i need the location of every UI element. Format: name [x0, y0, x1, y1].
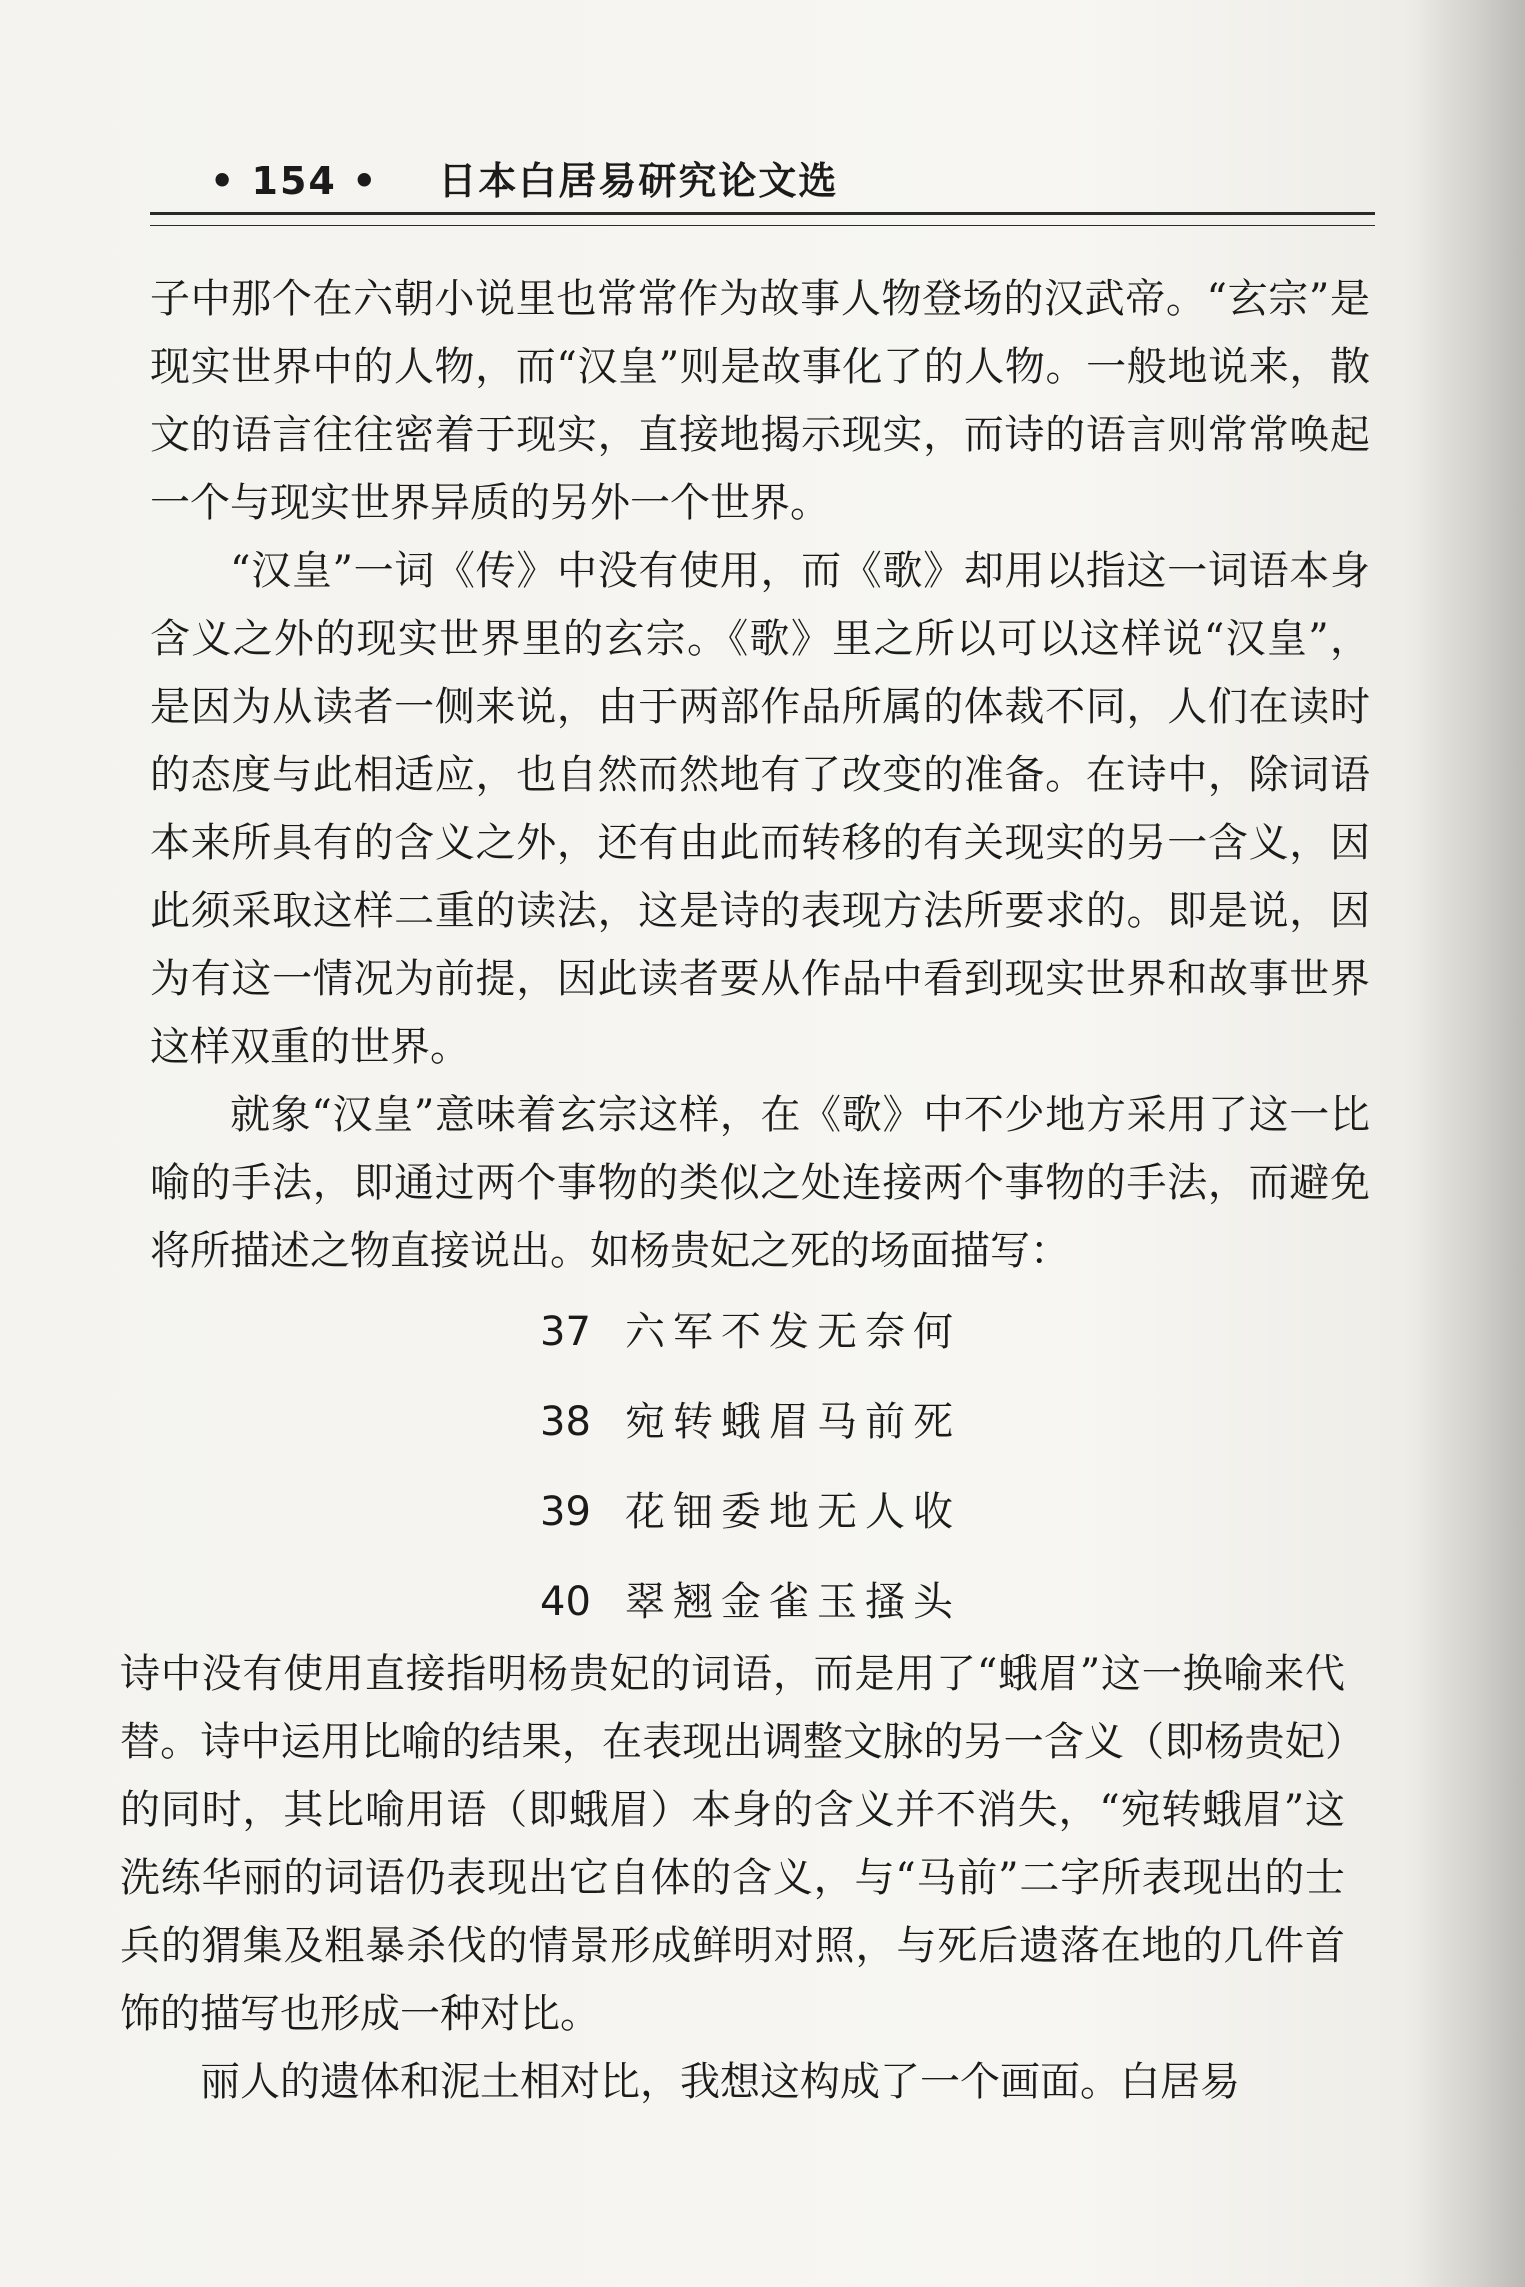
paragraph: “汉皇”一词《传》中没有使用，而《歌》却用以指这一词语本身含义之外的现实世界里的玄宗。《歌》里之所以可以这样说“汉皇”，是因为从读者一侧来说，由于两部作品所属的体裁不同，人们在读时的态度与此相适应，也自然而然地有了改变的准备。在诗中，除词语本来所具有的含义之外，还有由此而转移的有关现实的另一含义，因此须采取这样二重的读法，这是诗的表现方法所要求的。即是说，因为有这一情况为前提，因此读者要从作品中看到现实世界和故事世界这样双重的世界。 — [150, 548, 1370, 1070]
verse-text: 六军不发无奈何 — [625, 1309, 961, 1355]
verse-number: 40 — [540, 1579, 591, 1625]
verse-line — [540, 1300, 961, 1390]
verse-block — [540, 1300, 961, 1660]
verse-line — [540, 1390, 961, 1480]
paragraph-continued: 子中那个在六朝小说里也常常作为故事人物登场的汉武帝。“玄宗”是现实世界中的人物，而“汉皇”则是故事化了的人物。一般地说来，散文的语言往往密着于现实，直接地揭示现实，而诗的语言则常常唤起一个与现实世界异质的另外一个世界。 — [150, 276, 1370, 526]
header-rule — [150, 212, 1375, 226]
book-title: 日本白居易研究论文选 — [438, 159, 839, 203]
paragraph: 丽人的遗体和泥土相对比，我想这构成了一个画面。白居易 — [200, 2059, 1240, 2105]
verse-text: 花钿委地无人收 — [625, 1489, 961, 1535]
verse-line — [540, 1480, 961, 1570]
paragraph-continued: 诗中没有使用直接指明杨贵妃的词语，而是用了“蛾眉”这一换喻来代替。诗中运用比喻的结果，在表现出调整文脉的另一含义（即杨贵妃）的同时，其比喻用语（即蛾眉）本身的含义并不消失，“宛转蛾眉”这洗练华丽的词语仍表现出它自体的含义，与“马前”二字所表现出的士兵的猬集及粗暴杀伐的情景形成鲜明对照，与死后遗落在地的几件首饰的描写也形成一种对比。 — [120, 1651, 1345, 2037]
page-gutter-shadow — [1415, 0, 1525, 2287]
running-header — [210, 150, 838, 205]
body-text-upper — [150, 265, 1370, 1285]
body-text-lower — [120, 1640, 1345, 2116]
paragraph: 就象“汉皇”意味着玄宗这样，在《歌》中不少地方采用了这一比喻的手法，即通过两个事物的类似之处连接两个事物的手法，而避免将所描述之物直接说出。如杨贵妃之死的场面描写： — [150, 1092, 1370, 1274]
verse-number: 39 — [540, 1489, 591, 1535]
verse-number: 37 — [540, 1309, 591, 1355]
page-number: • 154 • — [210, 159, 379, 203]
verse-text: 翠翘金雀玉搔头 — [625, 1579, 961, 1625]
verse-number: 38 — [540, 1399, 591, 1445]
verse-text: 宛转蛾眉马前死 — [625, 1399, 961, 1445]
